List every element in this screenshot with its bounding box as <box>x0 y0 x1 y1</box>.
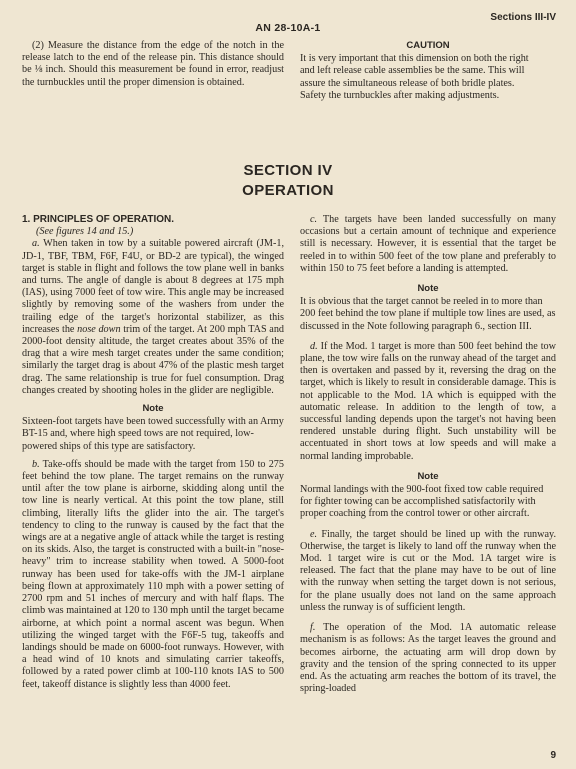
nose-down-term: nose down <box>77 323 121 335</box>
section-title: OPERATION <box>242 182 334 199</box>
right-column <box>300 214 556 695</box>
paragraph-d <box>300 341 556 463</box>
paragraph-f-marker: f. <box>310 622 316 634</box>
top-left-column <box>22 40 284 89</box>
note-text: Sixteen-foot targets have been towed successfully with an Army BT-15 and, where high speed tows are not required, low-powered ships of this type are satisfactory. <box>22 416 284 452</box>
paragraph-b <box>22 459 284 691</box>
left-column <box>22 214 284 691</box>
caution-block <box>300 40 556 102</box>
section-number: SECTION IV <box>243 162 333 179</box>
note-heading: Note <box>417 283 439 295</box>
document-number-header: AN 28-10A-1 <box>255 22 321 34</box>
paragraph-a-text-1: When taken in tow by a suitable powered aircraft (JM-1, JD-1, TBF, TBM, F6F, F4U, or BD-2 are typical), the winged target is stable in flight and follows the tow plane well in banks and turns. The angle of dangle is about 8 degrees at 175 mph (IAS), using 7000 feet of tow wire. This angle may be increased slightly by removing some of the washers from under the trailing edge of the target's horizontal stabilizer, as this increases the <box>22 238 284 335</box>
paragraph-c <box>300 214 556 275</box>
paragraph-d-text: If the Mod. 1 target is more than 500 feet behind the tow plane, the tow wire falls on the runway ahead of the target and then is overtaken and passed by it, reversing the drag on the target, which is likely to result in considerable damage. This is not applicable to the Mod. 1A which is equipped with the automatic release. In addition to the length of tow, a successful landing depends upon the target's not having been rendered unstable during flight. Such unstability will be accentuated in short tows at low speeds and will make a normal landing improbable. <box>300 340 556 462</box>
paragraph-e-marker: e. <box>310 528 318 540</box>
measurement-paragraph: (2) Measure the distance from the edge of the notch in the release latch to the end of the release pin. This distance should be ⅛ inch. Should this measurement be found in error, readjust the turnbuckles until the proper dimension is obtained. <box>22 40 284 88</box>
paragraph-c-text: The targets have been landed successfully on many occasions but a certain amount of technique and experience still is necessary. However, it is essential that the target be reeled in to within 500 feet of the tow plane and preferably to within 150 to 75 feet before a landing is attempted. <box>300 214 556 274</box>
figure-reference: (See figures 14 and 15.) <box>36 226 134 238</box>
paragraph-a-text-2: trim of the target. At 200 mph TAS and 2000-foot density altitude, the target creates about 35% of the drag that a wire mesh target creates under the same condition; similarly the target drag is about 47% of the plastic mesh target drag. The same relationship is true for fuel consumption. Drag changes created by shooting holes in the glider are negligible. <box>22 323 285 396</box>
paragraph-a <box>22 238 284 397</box>
paragraph-e-text: Finally, the target should be lined up with the runway. Otherwise, the target is likely to land off the runway when the Mod. 1 target wire is cut or the Mod. 1A target wire is released. The fact that the plane may have to be out of line with the runway when setting the target down is not serious, for the plane usually does not land on the same approach unless the runway is of sufficient length. <box>300 528 557 613</box>
paragraph-b-text: Take-offs should be made with the target from 150 to 275 feet behind the tow plane. The target remains on the runway until after the tow plane is airborne, skidding along until the tow line is nearly vertical. At this point the tow plane, still climbing, literally lifts the glider into the air. The target's tendency to cling to the runway is caused by the fact that the wings are at a negative angle of attack while the target is resting on its skids. Also, the target is constructed with a built-in "nose-heavy" trim to increase stability when towed. A 5000-foot runway has been used for take-offs with the JM-1 airplane being flown at approximately 110 mph with a power setting of 2700 rpm and 51 inches of mercury and with half flaps. The climb was maintained at 120 to 130 mph until the target became airborne, at which point a normal ascent was begun. When utilizing the winged target with the F6F-5 tug, takeoffs and landings should be made on 6000-foot runways. However, with a head wind of 10 knots and simulating carrier takeoffs, followed by a rated power climb at 100-110 knots IAS to 500 feet, takeoff distance is slightly less than 4000 feet. <box>22 458 284 690</box>
paragraph-f <box>300 622 556 695</box>
paragraph-f-text: The operation of the Mod. 1A automatic release mechanism is as follows: As the target leaves the ground and becomes airborne, the actuating arm will drop down by gravity and the tension of the spring connected to its upper end. As the actuating arm reaches the bottom of its travel, the spring-loaded <box>300 622 556 695</box>
note-text: Normal landings with the 900-foot fixed tow cable required for fighter towing can be accomplished satisfactorily with proper coaching from the control tower or other aircraft. <box>300 484 544 520</box>
paragraph-d-marker: d. <box>310 340 318 352</box>
note-text: It is obvious that the target cannot be reeled in to more than 200 feet behind the tow plane if multiple tow lines are used, as discussed in the Note following paragraph 6., section III. <box>300 296 556 332</box>
paragraph-a-marker: a. <box>32 238 40 250</box>
note-heading: Note <box>142 403 164 415</box>
section-range-header: Sections III-IV <box>490 12 556 23</box>
paragraph-e <box>300 529 556 614</box>
caution-text: It is very important that this dimension on both the right and left release cable assemblies be the same. This will assure the simultaneous release of both bridle plates. Safety the turnbuckles after making adjustments. <box>300 53 529 101</box>
page-number: 9 <box>550 750 556 761</box>
principles-heading: 1. PRINCIPLES OF OPERATION. <box>22 214 175 225</box>
note-heading: Note <box>417 470 439 482</box>
paragraph-b-marker: b. <box>32 458 40 470</box>
paragraph-c-marker: c. <box>310 214 318 225</box>
caution-heading: CAUTION <box>406 40 450 51</box>
